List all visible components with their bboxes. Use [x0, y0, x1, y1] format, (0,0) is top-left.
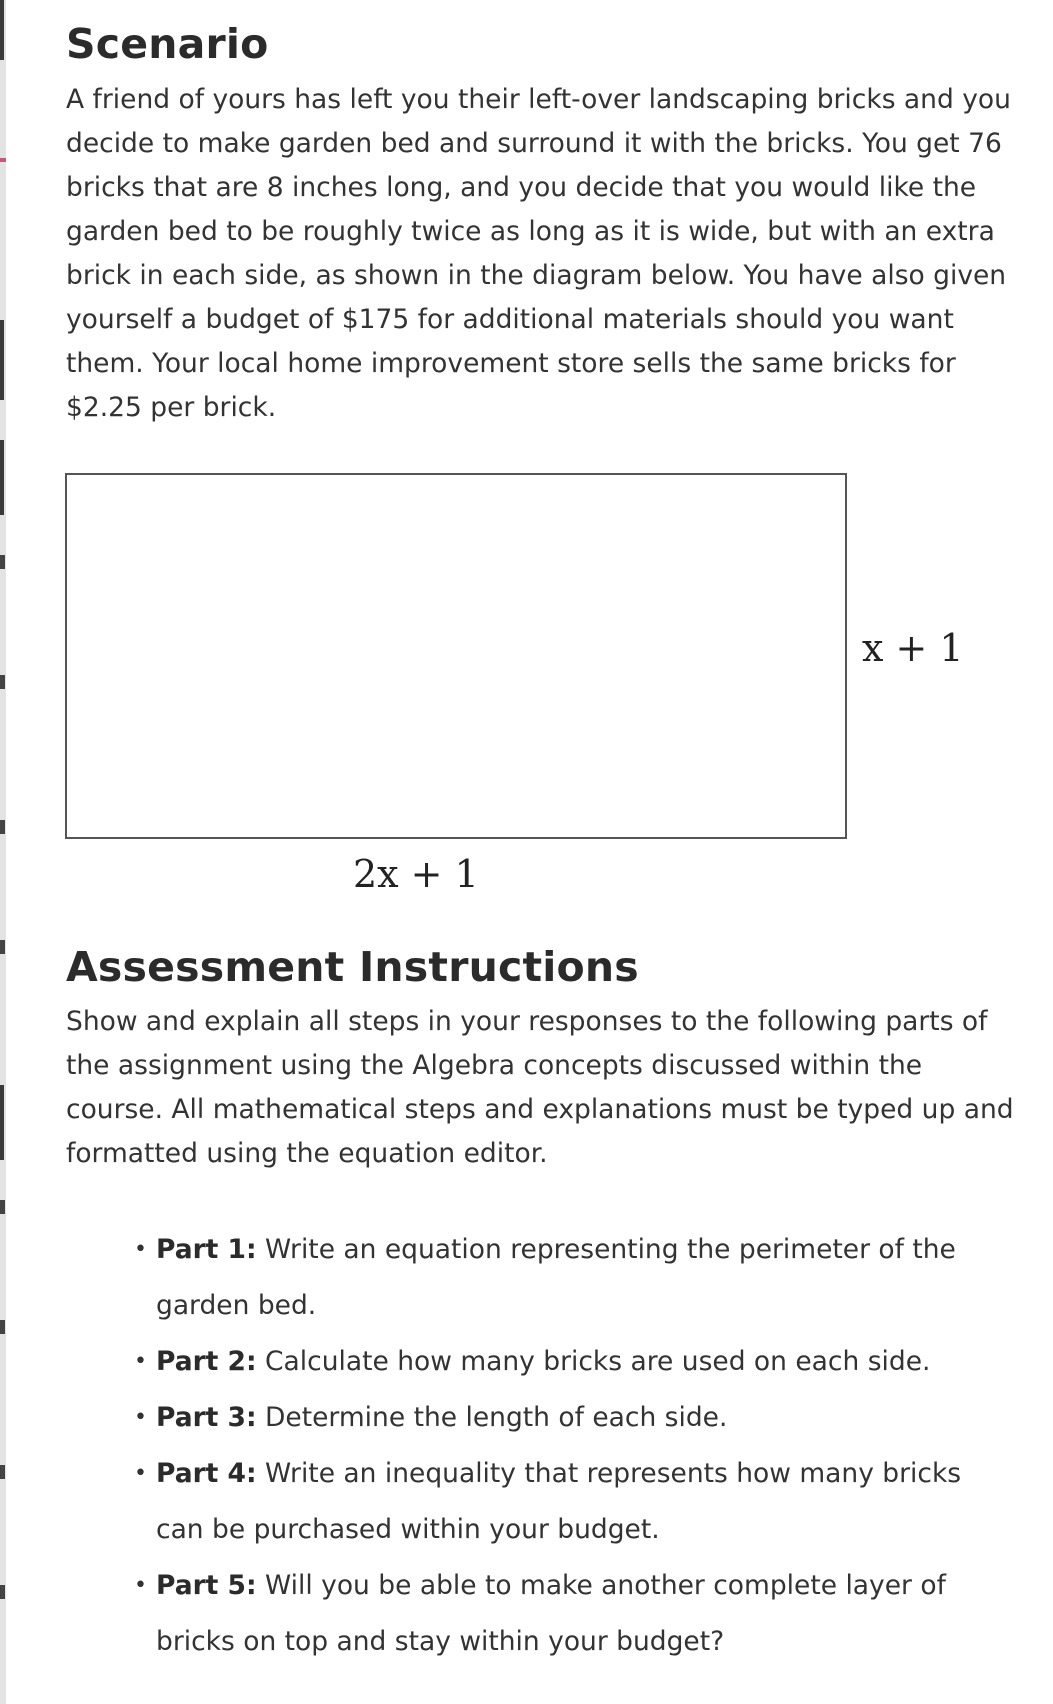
part-text: Will you be able to make another complete layer of bricks on top and stay within your budget?: [156, 1570, 946, 1657]
list-item: [134, 1222, 994, 1334]
scenario-heading: Scenario: [66, 20, 269, 68]
edge-tick: [0, 1320, 5, 1334]
bullet-icon: •: [134, 1461, 147, 1486]
part-text: Determine the length of each side.: [265, 1402, 728, 1433]
edge-tick: [0, 555, 5, 569]
scenario-paragraph: A friend of yours has left you their left-over landscaping bricks and you decide to make garden bed and surround it with the bricks. You get 76 bricks that are 8 inches long, and you decide that you would like the garden bed to be roughly twice as long as it is wide, but with an extra brick in each side, as shown in the diagram below. You have also given yourself a budget of $175 for additional materials should you want them. Your local home improvement store sells the same bricks for $2.25 per brick.: [66, 84, 1011, 423]
edge-mark: [0, 320, 4, 400]
left-edge-strip: [0, 0, 6, 1704]
garden-bed-rectangle: [66, 474, 846, 838]
edge-tick: [0, 675, 5, 689]
edge-mark: [0, 440, 4, 515]
list-item: [134, 1390, 994, 1446]
edge-mark-pink: [0, 158, 6, 162]
part-label: Part 1:: [156, 1234, 257, 1265]
bullet-icon: •: [134, 1405, 147, 1430]
list-item: [134, 1334, 994, 1390]
length-label: 2x + 1: [353, 852, 479, 896]
part-label: Part 2:: [156, 1346, 257, 1377]
part-label: Part 4:: [156, 1458, 257, 1489]
list-item: [134, 1446, 994, 1558]
list-item: [134, 1558, 994, 1670]
bullet-icon: •: [134, 1237, 147, 1262]
edge-tick: [0, 1200, 5, 1214]
parts-list: [134, 1222, 994, 1670]
garden-bed-svg: [66, 470, 966, 900]
edge-mark: [0, 0, 4, 60]
part-text: Write an inequality that represents how many bricks can be purchased within your budget.: [156, 1458, 962, 1545]
height-label: x + 1: [862, 626, 964, 670]
part-label: Part 5:: [156, 1570, 257, 1601]
edge-tick: [0, 820, 5, 834]
assessment-heading: Assessment Instructions: [66, 943, 639, 991]
bullet-icon: •: [134, 1573, 147, 1598]
bullet-icon: •: [134, 1349, 147, 1374]
assessment-paragraph: Show and explain all steps in your responses to the following parts of the assignment using the Algebra concepts discussed within the course. All mathematical steps and explanations must be typed up and formatted using the equation editor.: [66, 1006, 1014, 1169]
edge-tick: [0, 1465, 5, 1479]
edge-tick: [0, 1585, 5, 1599]
edge-tick: [0, 940, 5, 954]
garden-bed-diagram: [66, 470, 966, 900]
edge-mark: [0, 1085, 4, 1160]
part-text: Write an equation representing the perimeter of the garden bed.: [156, 1234, 956, 1321]
part-label: Part 3:: [156, 1402, 257, 1433]
part-text: Calculate how many bricks are used on each side.: [265, 1346, 931, 1377]
